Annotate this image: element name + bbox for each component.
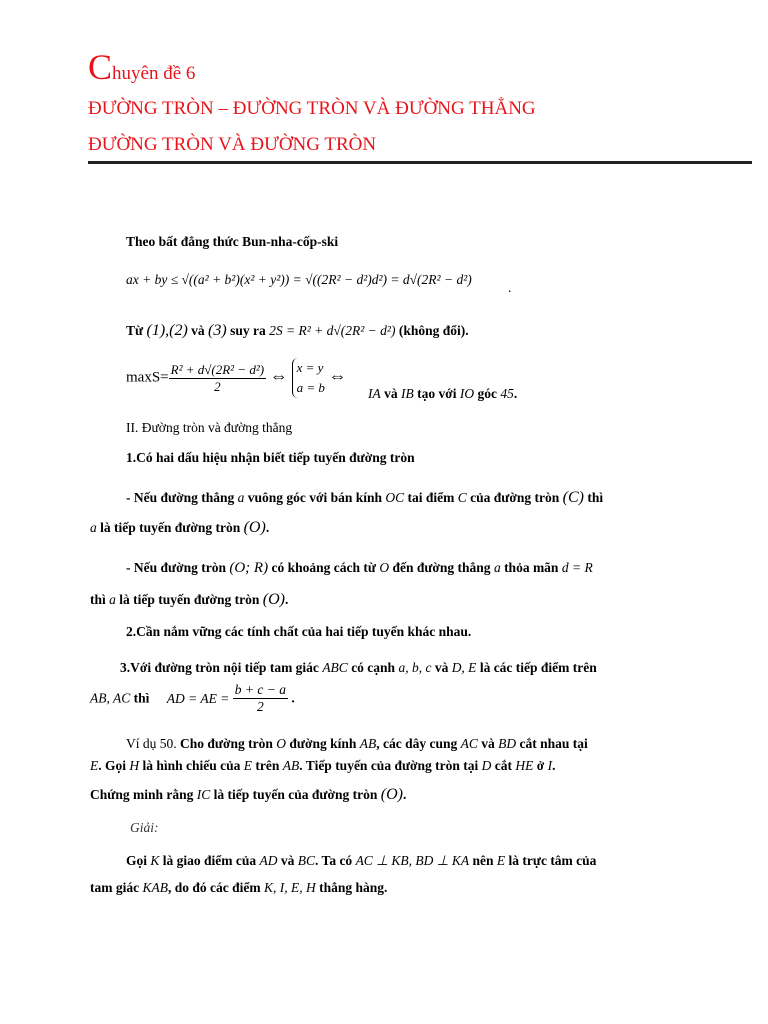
ex-t10: cắt [494, 758, 513, 773]
s3-line2 [90, 682, 295, 715]
ex-t2: đường kính [289, 736, 357, 751]
sol-t7: tam giác [90, 880, 140, 895]
infer-word: suy ra [230, 323, 266, 338]
sol-KAB: KAB [142, 880, 168, 895]
sol-BC: BC [297, 853, 316, 868]
s3-t5: thì [133, 690, 150, 706]
var-ABC: ABC [322, 660, 348, 675]
ex-t5: cắt nhau tại [519, 736, 588, 751]
ex-t14: là tiếp tuyến của đường tròn [213, 787, 378, 802]
maxS-denominator: 2 [214, 378, 221, 394]
sol-perp: AC ⊥ KB, BD ⊥ KA [355, 853, 470, 868]
ex-E2: E [243, 758, 253, 773]
s1-p1-line2 [90, 519, 269, 537]
ex-t8: trên [255, 758, 280, 773]
s3-t2: có cạnh [351, 660, 396, 675]
s1p2-t1: - Nếu đường tròn [126, 560, 226, 575]
var-DE: D, E [451, 660, 477, 675]
var-OC: OC [385, 490, 405, 505]
circle-OR: (O; R) [229, 560, 269, 576]
sol-K: K [150, 853, 160, 868]
case-1: x = y [296, 360, 324, 375]
ex-D: D [481, 758, 492, 773]
example-lead: Ví dụ 50. [126, 736, 177, 751]
ex-AC: AC [460, 736, 478, 751]
ex-t11: ở [536, 758, 545, 773]
sol-t1: Gọi [126, 853, 148, 868]
s1p2-end: . [284, 592, 289, 607]
s1p2-t4: thỏa mãn [504, 560, 559, 575]
s3-t1: 3.Với đường tròn nội tiếp tam giác [120, 660, 319, 675]
s3-t4: là các tiếp điểm trên [479, 660, 597, 675]
s2-title: 2.Cần nắm vững các tính chất của hai tiếp tuyến khác nhau. [126, 624, 472, 639]
var-O: O [379, 560, 390, 575]
IO-term: IO [459, 386, 475, 401]
ref-3: (3) [208, 322, 227, 339]
sol-E: E [496, 853, 506, 868]
maxS-line [126, 358, 347, 398]
s1p1-t5: thì [587, 490, 604, 505]
ex-t4: và [481, 736, 495, 751]
sol-t3: và [280, 853, 295, 868]
var-a-4: a [109, 592, 116, 607]
var-a-2: a [90, 520, 97, 535]
inequality-formula: ax + by ≤ √((a² + b²)(x² + y²)) = √((2R² − d²)d²) = d√(2R² − d²) [126, 272, 472, 287]
IB-term: IB [401, 386, 414, 401]
s3-end: . [291, 690, 295, 706]
s1-p2-line2 [90, 591, 288, 609]
ex-I: I [547, 758, 553, 773]
sol-AD: AD [259, 853, 278, 868]
ex-t3: , các dây cung [376, 736, 458, 751]
sol-t9: thẳng hàng. [319, 880, 388, 895]
maxS-numerator: R² + d√(2R² − d²) [170, 361, 265, 377]
ex-t12: . [552, 758, 556, 773]
title-line-2: ĐƯỜNG TRÒN VÀ ĐƯỜNG TRÒN [88, 134, 377, 155]
s3-numerator: b + c − a [234, 682, 286, 697]
ex-O: O [276, 736, 286, 751]
refs-1-2: (1),(2) [146, 322, 188, 339]
angle-word: góc [477, 386, 497, 401]
chapter-heading [88, 46, 195, 88]
from-line [126, 322, 469, 340]
constant-note: (không đổi). [398, 323, 469, 338]
angle-period: . [513, 386, 518, 401]
sol-t4: . Ta có [315, 853, 353, 868]
sol-t8: , do đó các điểm [167, 880, 261, 895]
s3-t3: và [434, 660, 449, 675]
ex-end: . [402, 787, 407, 802]
ex-H: H [129, 758, 140, 773]
iff-symbol-2: ⇔ [328, 365, 347, 386]
chapter-initial: C [88, 47, 113, 87]
cases-system [292, 358, 325, 398]
ex-t9: . Tiếp tuyến của đường tròn tại [299, 758, 479, 773]
s1p2-t5: thì [90, 592, 106, 607]
title-line-1: ĐƯỜNG TRÒN – ĐƯỜNG TRÒN VÀ ĐƯỜNG THẲNG [88, 98, 536, 119]
s1p2-t2: có khoảng cách từ [271, 560, 376, 575]
bun-heading: Theo bất đẳng thức Bun-nha-cốp-ski [126, 234, 339, 249]
iff-symbol: ⇔ [269, 365, 288, 386]
ex-AB: AB [359, 736, 377, 751]
var-AB-AC: AB, AC [90, 690, 131, 706]
sol-KIEH: K, I, E, H [263, 880, 316, 895]
section-II-title: II. Đường tròn và đường thẳng [126, 420, 293, 435]
var-a-3: a [493, 560, 501, 575]
s3-line1 [120, 660, 597, 676]
header-divider [88, 161, 752, 164]
circle-C: (C) [562, 489, 584, 506]
ex-HE: HE [515, 758, 534, 773]
s1p1-t6: là tiếp tuyến đường tròn [100, 520, 241, 535]
s3-denominator: 2 [256, 699, 264, 714]
ex-BD: BD [498, 736, 517, 751]
solution-line2 [90, 880, 387, 896]
twoS-formula: 2S = R² + d√(2R² − d²) [269, 323, 396, 338]
and-word-2: và [384, 386, 398, 401]
from-word: Từ [126, 323, 144, 338]
angle-line [368, 386, 517, 402]
s1p1-end: . [265, 520, 270, 535]
IA-term: IA [368, 386, 381, 401]
s1p1-t1: - Nếu đường thẳng [126, 490, 235, 505]
s1p1-t2: vuông góc với bán kính [247, 490, 383, 505]
var-C: C [457, 490, 467, 505]
ex-E: E [90, 758, 99, 773]
ex-t1: Cho đường tròn [180, 736, 273, 751]
ex-t13: Chứng minh rằng [90, 787, 194, 802]
and-word: và [191, 323, 205, 338]
sol-t2: là giao điểm của [162, 853, 257, 868]
ex-IC: IC [196, 787, 211, 802]
s1-title: 1.Có hai dấu hiệu nhận biết tiếp tuyến đường tròn [126, 450, 415, 465]
s1p1-t3: tai điểm [407, 490, 455, 505]
s3-fraction [233, 682, 288, 715]
sol-t5: nên [472, 853, 494, 868]
var-a: a [237, 490, 245, 505]
circle-O: (O) [243, 519, 266, 536]
case-2: a = b [296, 380, 325, 395]
sol-t6: là trực tâm của [508, 853, 597, 868]
solution-label: Giải: [130, 820, 159, 835]
make-with: tạo với [417, 386, 457, 401]
eq-d-R: d = R [561, 560, 593, 575]
formula-period: . [508, 280, 512, 295]
s1-p1-line1 [126, 489, 603, 507]
ex-circle-O: (O) [380, 786, 403, 803]
example-line2 [90, 758, 556, 774]
s1p2-t6: là tiếp tuyến đường tròn [119, 592, 260, 607]
maxS-label: maxS= [126, 369, 169, 386]
ex-t6: . Gọi [98, 758, 127, 773]
s1p2-t3: đến đường thẳng [392, 560, 491, 575]
maxS-fraction [169, 362, 266, 395]
example-line1 [126, 736, 588, 752]
AD-AE-eq: AD = AE = [166, 690, 230, 706]
circle-O-2: (O) [262, 591, 285, 608]
s1p1-t4: của đường tròn [470, 490, 560, 505]
example-line3 [90, 786, 406, 804]
ex-AB2: AB [282, 758, 300, 773]
s1-p2-line1 [126, 560, 593, 577]
solution-line1 [126, 853, 596, 869]
ex-t7: là hình chiếu của [142, 758, 241, 773]
angle-value: 45 [500, 386, 514, 401]
chapter-label: huyên đề 6 [112, 63, 196, 84]
var-abc: a, b, c [398, 660, 432, 675]
